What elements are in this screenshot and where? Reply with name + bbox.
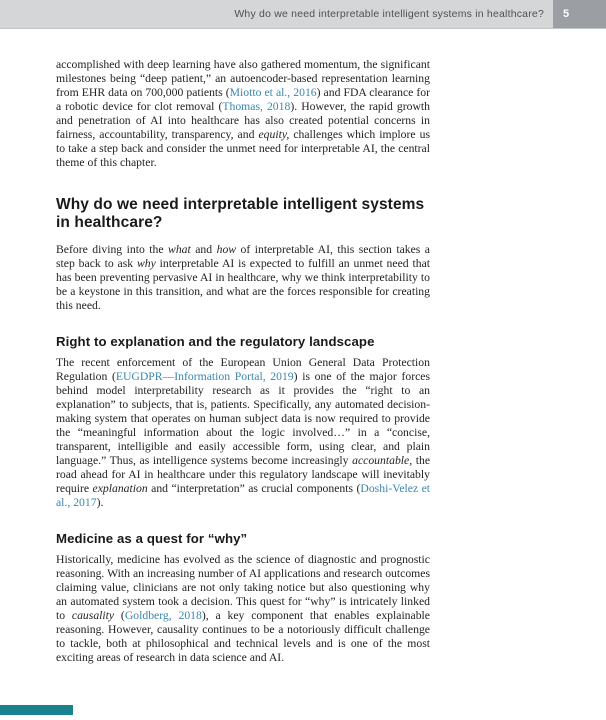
paragraph-section-intro: [56, 243, 430, 313]
text-run: ). However, the rapid growth and penetration of AI into healthcare has also created potential concerns in fairness, accountability, transparency, and: [56, 100, 430, 141]
paragraph-medicine-why: [56, 553, 430, 665]
page-number-box: [553, 0, 606, 28]
citation-link-miotto-2016[interactable]: Miotto et al., 2016: [229, 86, 317, 99]
text-run-italic: explanation: [92, 482, 148, 495]
text-run: The recent enforcement of the European Union General Data Protection Regulation (: [56, 356, 430, 383]
text-run: interpretable AI is expected to fulfill an unmet need that has been preventing pervasive AI in healthcare, why we think interpretability to be a keystone in this transition, and what are the forces responsible for creating this need.: [56, 257, 431, 312]
text-run: ).: [96, 496, 104, 509]
running-header: [0, 0, 606, 29]
text-run: ) and FDA clearance for a robotic device for clot removal (: [56, 86, 430, 113]
text-run-italic: equity,: [258, 128, 290, 141]
section-heading-why-interpretable: Why do we need interpretable intelligent systems in healthcare?: [56, 196, 425, 231]
text-run-italic: what: [168, 243, 191, 256]
subsection-heading-right-to-explanation: Right to explanation and the regulatory landscape: [56, 334, 375, 349]
text-run: (: [114, 609, 125, 622]
citation-link-doshi-velez-2017[interactable]: Doshi-Velez et al., 2017: [56, 482, 431, 509]
text-run: of interpretable AI, this section takes a step back to ask: [56, 243, 430, 270]
text-run: the road ahead for AI in healthcare under this regulatory landscape will inevitably require: [56, 454, 431, 495]
page-number: 5: [563, 8, 570, 20]
subsection-heading-medicine-quest-why: Medicine as a quest for “why”: [56, 531, 248, 546]
text-run-italic: causality: [71, 609, 115, 622]
footer-color-tab: [0, 705, 73, 715]
text-run: Historically, medicine has evolved as the science of diagnostic and prognostic reasoning. With an increasing number of AI applications and research outcomes claiming value, clinicians are not only taking notice but also questioning why an automated system took a decision. This quest for “why” is intricately linked to: [56, 553, 430, 622]
citation-link-thomas-2018[interactable]: Thomas, 2018: [222, 100, 291, 113]
citation-link-goldberg-2018[interactable]: Goldberg, 2018: [124, 609, 202, 622]
text-run: Before diving into the: [56, 243, 169, 256]
text-run: ) is one of the major forces behind model interpretability research as it provides the “right to an explanation” to subjects, that is, patients. Specifically, any automated decision-making system that operates on human subject data is now required to provide the “meaningful information about the logic involved…” in a “concise, transparent, intelligible and easily accessible form, using clear, and plain language.” Thus, as intelligence systems become increasingly: [56, 370, 431, 467]
text-run: challenges which implore us to take a step back and consider the unmet need for interpretable AI, the central theme of this chapter.: [56, 128, 430, 169]
text-run: accomplished with deep learning have also gathered momentum, the significant milestones being “deep patient,” an autoencoder-based representation learning from EHR data on 700,000 patients (: [56, 58, 430, 99]
text-run: ), a key component that enables explainable reasoning. However, causality continues to be a notoriously difficult challenge to tackle, both at philosophical and technical levels and is one of the most exciting areas of research in data science and AI.: [56, 609, 430, 664]
citation-link-eugdpr-2019[interactable]: EUGDPR—Information Portal, 2019: [115, 370, 294, 383]
paragraph-regulatory: [56, 356, 430, 510]
text-run: and “interpretation” as crucial components (: [147, 482, 361, 495]
text-column: [56, 58, 430, 665]
text-run-italic: how: [216, 243, 237, 256]
running-header-title: Why do we need interpretable intelligent systems in healthcare?: [234, 8, 544, 20]
text-run-italic: why: [137, 257, 156, 270]
text-run-italic: accountable,: [352, 454, 413, 467]
text-run: and: [190, 243, 217, 256]
paragraph-intro: [56, 58, 430, 170]
